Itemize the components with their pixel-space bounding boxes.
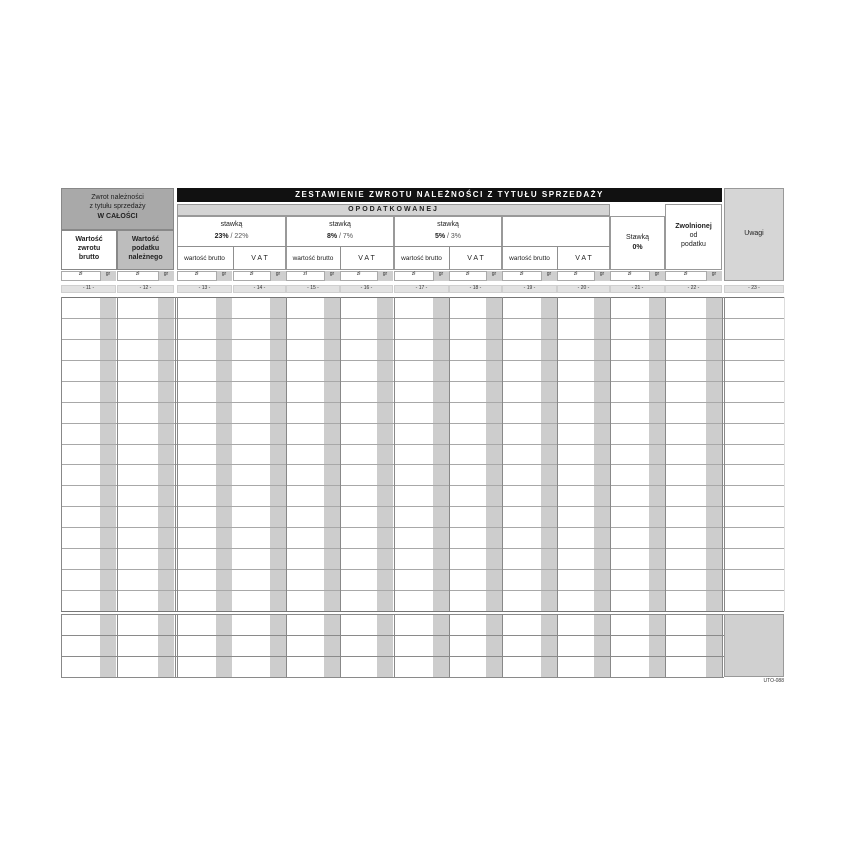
rate-subdivider: [394, 246, 502, 247]
row-line: [61, 339, 784, 340]
gr-label: gr: [105, 271, 111, 277]
col-number: - 16 -: [360, 285, 373, 291]
gr-column-shade: [486, 297, 502, 611]
rate-label: stawką: [329, 221, 351, 228]
row-line: [61, 527, 784, 528]
right-border: [784, 297, 785, 611]
col-border-total: [557, 614, 558, 677]
col-border: [502, 297, 503, 611]
stawka0-cell: [610, 216, 665, 270]
col-number: - 22 -: [687, 285, 700, 291]
col-border: [117, 297, 118, 611]
zl-label: zł: [78, 271, 83, 277]
col-border-total: [286, 614, 287, 677]
sub-brutto: wartość brutto: [509, 255, 550, 262]
row-line: [61, 548, 784, 549]
rate-alt: / 22%: [228, 233, 249, 240]
gr-column-shade-total: [706, 614, 722, 677]
gr-column-shade-total: [270, 614, 286, 677]
zwolnionej-line1: Zwolnionej: [675, 223, 712, 230]
sub-vat: V A T: [251, 255, 268, 262]
gr-column-shade-total: [649, 614, 665, 677]
gr-label: gr: [491, 271, 497, 277]
gr-column-shade-total: [158, 614, 174, 677]
row-line: [61, 464, 784, 465]
rate-main: 8%: [326, 233, 338, 240]
gr-label: gr: [221, 271, 227, 277]
gr-column-shade: [594, 297, 610, 611]
gr-column-shade-total: [377, 614, 393, 677]
col-number: - 14 -: [253, 285, 266, 291]
row-line: [61, 381, 784, 382]
row-line: [61, 611, 784, 612]
zl-label: zł: [519, 271, 524, 277]
col-border: [286, 297, 287, 611]
col-number: - 20 -: [577, 285, 590, 291]
gr-column-shade: [216, 297, 232, 611]
col-border: [61, 297, 62, 611]
gr-column-shade: [377, 297, 393, 611]
gr-column-shade: [270, 297, 286, 611]
col-border: [722, 297, 723, 611]
total-row-line: [61, 677, 724, 678]
zl-label: zł: [249, 271, 254, 277]
gr-column-shade-total: [324, 614, 340, 677]
podatek-header-text: podatku: [131, 245, 160, 252]
stawka0-label: Stawką: [626, 234, 649, 241]
gr-label: gr: [275, 271, 281, 277]
col-number: - 13 -: [198, 285, 211, 291]
row-line: [61, 569, 784, 570]
sub-brutto: wartość brutto: [184, 255, 225, 262]
sub-brutto: wartość brutto: [292, 255, 334, 262]
zl-label: zł: [135, 271, 140, 277]
total-row-line: [61, 614, 724, 615]
zl-label: zł: [411, 271, 416, 277]
col-number: - 15 -: [307, 285, 319, 291]
col-border: [665, 297, 666, 611]
col-border-total: [394, 614, 395, 677]
gr-label: gr: [382, 271, 388, 277]
zwolnionej-line2: od: [689, 232, 698, 239]
row-line: [61, 423, 784, 424]
gr-column-shade: [158, 297, 174, 611]
gr-column-shade-total: [594, 614, 610, 677]
col-border: [175, 297, 176, 611]
brutto-header-text: brutto: [78, 254, 100, 261]
col-border-total: [177, 614, 178, 677]
zl-label: zł: [627, 271, 632, 277]
zwolnionej-line3: podatku: [681, 241, 706, 248]
col-border-total: [340, 614, 341, 677]
gr-label: gr: [599, 271, 605, 277]
main-title: ZESTAWIENIE ZWROTU NALEŻNOŚCI Z TYTUŁU SPRZEDAŻY: [295, 190, 604, 199]
rate-label: stawką: [437, 221, 459, 228]
uwagi-total-box: [724, 614, 784, 677]
sub-vat: V A T: [467, 255, 484, 262]
col-border: [557, 297, 558, 611]
gr-column-shade: [433, 297, 449, 611]
form-code: UTO-088: [763, 678, 784, 684]
rate-main: 5%: [434, 233, 446, 240]
col-number: - 23 -: [748, 285, 760, 291]
zl-label: zł: [194, 271, 199, 277]
col-number: - 12 -: [139, 285, 152, 291]
left-title-line2: z tytułu sprzedaży: [89, 203, 146, 210]
zl-label: zł: [573, 271, 578, 277]
col-border: [340, 297, 341, 611]
uwagi-label: Uwagi: [744, 230, 764, 237]
stawka0-rate: 0%: [632, 244, 643, 251]
col-border-total: [175, 614, 176, 677]
brutto-header-text: Wartość: [75, 236, 103, 243]
gr-label: gr: [329, 271, 335, 277]
row-line: [61, 444, 784, 445]
gr-column-shade-total: [216, 614, 232, 677]
gr-column-shade-total: [541, 614, 557, 677]
opodatkowanej-label: OPODATKOWANEJ: [348, 206, 439, 213]
gr-label: gr: [438, 271, 444, 277]
rate-alt: / 7%: [337, 233, 354, 240]
rate-subdivider: [177, 246, 286, 247]
gr-column-shade: [649, 297, 665, 611]
gr-label: gr: [711, 271, 717, 277]
zl-label: zł: [303, 271, 307, 277]
gr-label: gr: [654, 271, 660, 277]
total-row-line: [61, 635, 724, 636]
sub-brutto: wartość brutto: [401, 255, 442, 262]
rate-alt: / 3%: [445, 233, 462, 240]
col-border: [724, 297, 725, 611]
zl-label: zł: [356, 271, 361, 277]
gr-column-shade: [324, 297, 340, 611]
row-line: [61, 506, 784, 507]
row-line: [61, 360, 784, 361]
left-title-line1: Zwrot należności: [91, 194, 144, 201]
col-border: [394, 297, 395, 611]
gr-column-shade: [706, 297, 722, 611]
sub-vat: V A T: [575, 255, 592, 262]
row-line: [61, 402, 784, 403]
rate-value: [286, 233, 394, 241]
rate-value: [177, 233, 286, 241]
rate-value: [394, 233, 502, 241]
podatek-header-text: Wartość: [131, 236, 160, 243]
col-number: - 19 -: [523, 285, 536, 291]
col-border: [177, 297, 178, 611]
podatek-header-text: należnego: [128, 254, 163, 261]
gr-column-shade-total: [486, 614, 502, 677]
rate-subdivider: [502, 246, 610, 247]
rate-main: 23%: [214, 233, 229, 240]
col-border: [449, 297, 450, 611]
col-border-total: [665, 614, 666, 677]
gr-label: gr: [163, 271, 169, 277]
col-number: - 17 -: [415, 285, 428, 291]
sub-vat: V A T: [358, 255, 375, 262]
gr-column-shade-total: [433, 614, 449, 677]
brutto-header-text: zwrotu: [77, 245, 101, 252]
zl-label: zł: [683, 271, 688, 277]
row-line: [61, 590, 784, 591]
row-line: [61, 318, 784, 319]
col-number: - 21 -: [631, 285, 644, 291]
col-number: - 11 -: [82, 285, 95, 291]
gr-label: gr: [546, 271, 552, 277]
col-border-total: [117, 614, 118, 677]
col-border-total: [722, 614, 723, 677]
col-border-total: [449, 614, 450, 677]
gr-column-shade: [100, 297, 116, 611]
col-border: [610, 297, 611, 611]
left-title-line3: W CAŁOŚCI: [97, 213, 138, 220]
zl-label: zł: [465, 271, 470, 277]
row-line: [61, 297, 784, 298]
gr-column-shade: [541, 297, 557, 611]
col-number: - 18 -: [469, 285, 482, 291]
col-border-total: [61, 614, 62, 677]
rate-label: stawką: [220, 221, 243, 228]
col-border-total: [610, 614, 611, 677]
total-row-line: [61, 656, 724, 657]
gr-column-shade-total: [100, 614, 116, 677]
col-border-total: [502, 614, 503, 677]
row-line: [61, 485, 784, 486]
